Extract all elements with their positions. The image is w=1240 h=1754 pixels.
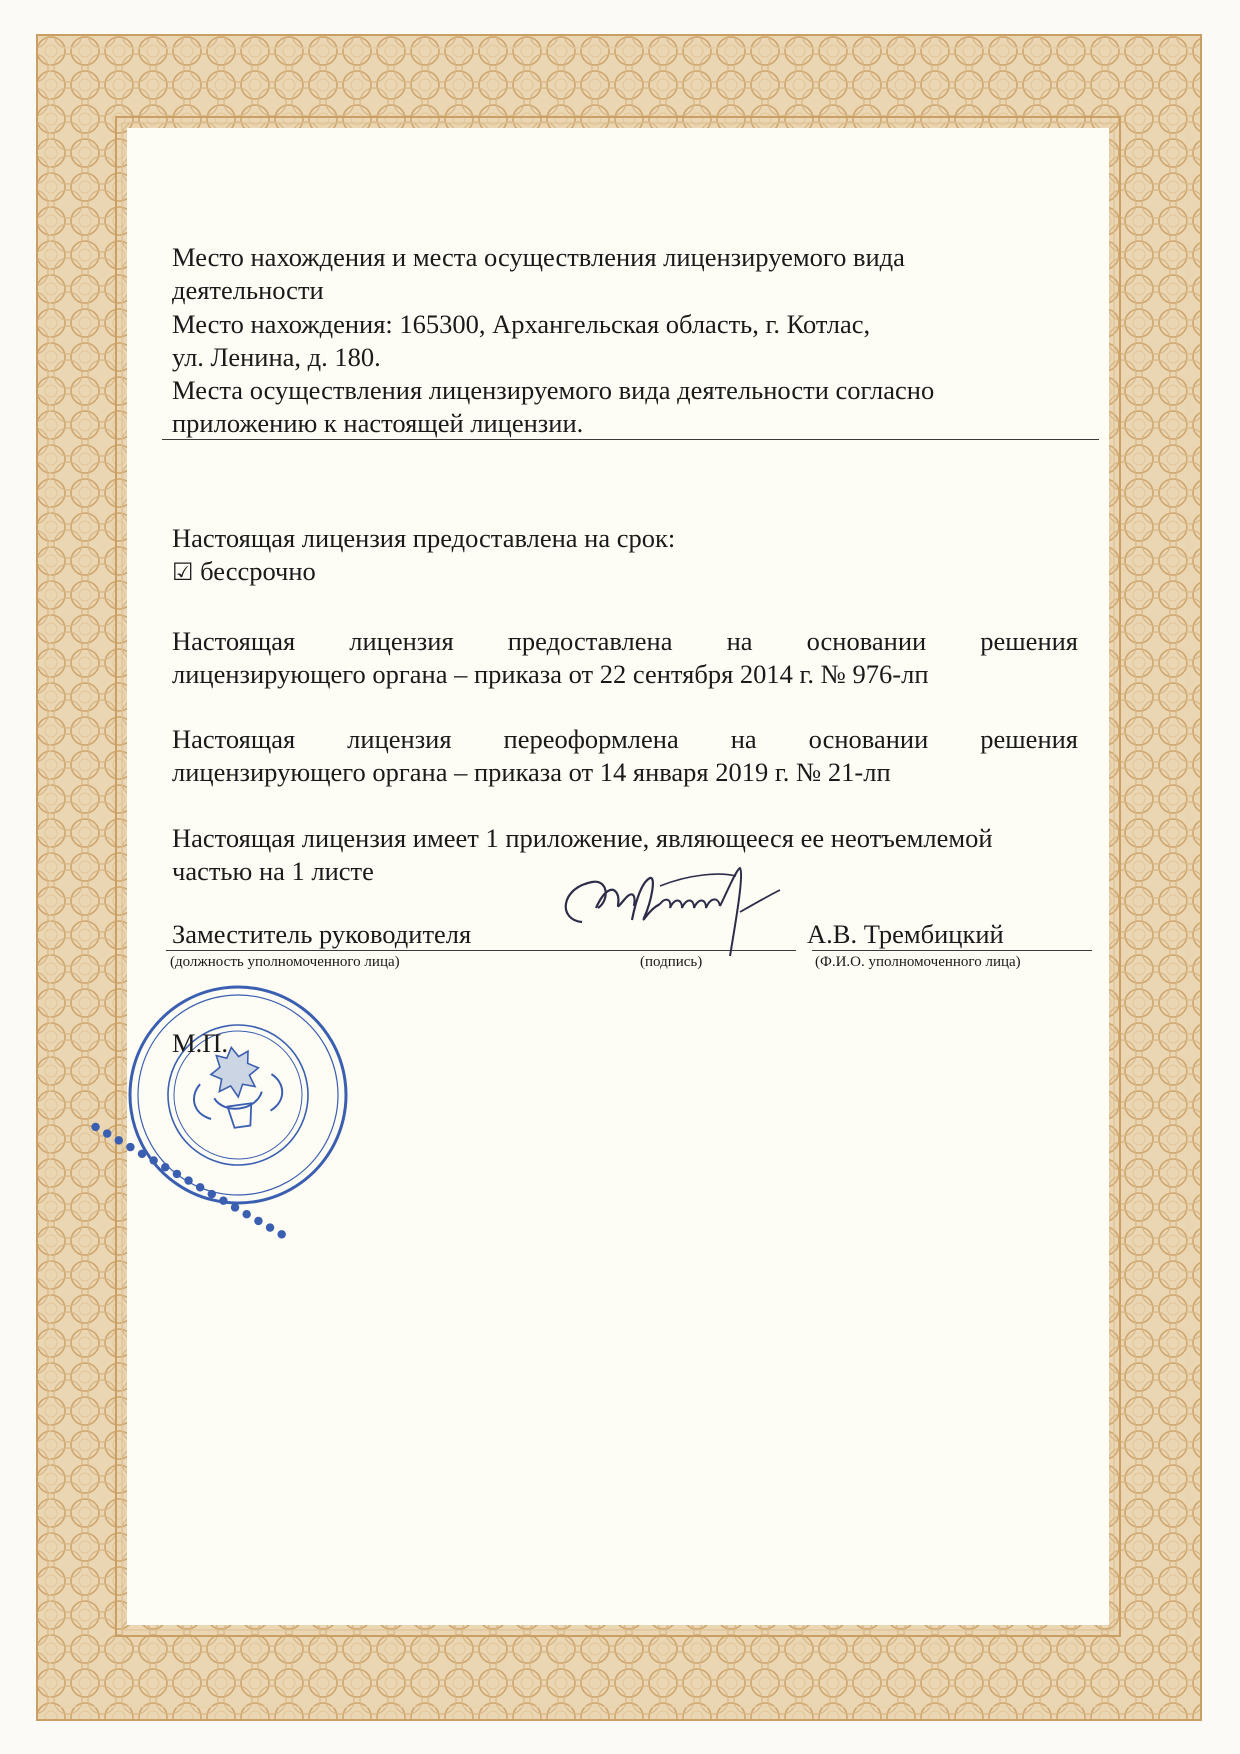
caption-signature: (подпись) <box>640 954 703 970</box>
appendix-line1: Настоящая лицензия имеет 1 приложение, являющееся ее неотъемлемой <box>172 823 993 853</box>
term-label: Настоящая лицензия предоставлена на срок: <box>172 523 676 553</box>
signature-line-right <box>812 950 1092 951</box>
section-divider <box>162 439 1099 440</box>
handwritten-signature <box>540 860 800 970</box>
stamp-place-label: М.П. <box>172 1028 228 1058</box>
checked-box-icon: ☑ <box>172 558 194 586</box>
official-seal <box>87 975 358 1243</box>
basis-line2: лицензирующего органа – приказа от 22 сентября 2014 г. № 976-лп <box>172 659 929 689</box>
reissue-line2: лицензирующего органа – приказа от 14 января 2019 г. № 21-лп <box>172 757 891 787</box>
location-heading-line1: Место нахождения и места осуществления лицензируемого вида <box>172 242 905 272</box>
basis-line1: Настоящая лицензия предоставлена на основании решения <box>172 626 1078 656</box>
reissue-line1: Настоящая лицензия переоформлена на основании решения <box>172 724 1078 754</box>
location-heading-line2: деятельности <box>172 275 324 305</box>
activity-line2: приложению к настоящей лицензии. <box>172 408 584 438</box>
caption-position: (должность уполномоченного лица) <box>170 954 400 970</box>
appendix-line2: частью на 1 листе <box>172 856 374 886</box>
caption-name: (Ф.И.О. уполномоченного лица) <box>815 954 1021 970</box>
svg-text:● ● ● ● ● ● ● ● ● ● ● ● ● ● ●: ● ● ● ● ● ● ● ● ● ● ● ● ● ● ● ● ● <box>87 1119 289 1243</box>
signatory-position: Заместитель руководителя <box>172 919 472 949</box>
term-value-row <box>172 555 316 589</box>
activity-line1: Места осуществления лицензируемого вида деятельности согласно <box>172 375 935 405</box>
address-line2: ул. Ленина, д. 180. <box>172 342 381 372</box>
address-line1: Место нахождения: 165300, Архангельская область, г. Котлас, <box>172 309 871 339</box>
signatory-name: А.В. Трембицкий <box>807 919 1004 949</box>
term-value: бессрочно <box>200 556 316 586</box>
